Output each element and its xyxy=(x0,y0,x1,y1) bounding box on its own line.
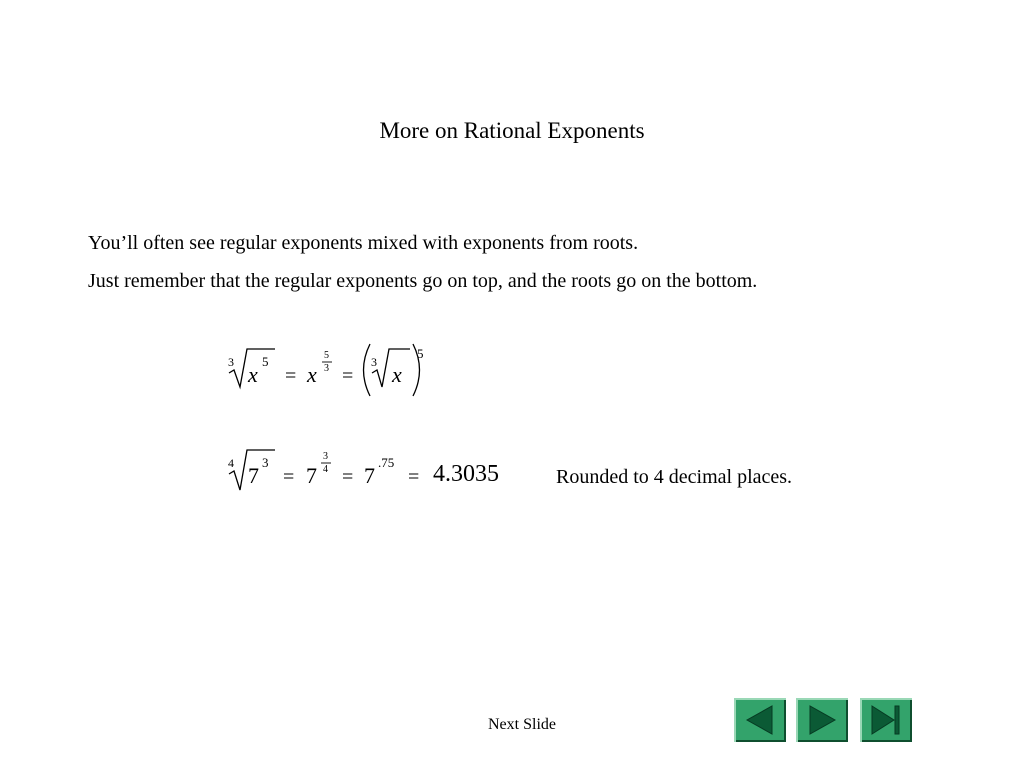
slide-title: More on Rational Exponents xyxy=(379,118,645,143)
power-1: 5 xyxy=(262,354,269,369)
triangle-left-icon xyxy=(734,698,786,742)
power-2: 3 xyxy=(262,455,269,470)
root-index-2: 3 xyxy=(371,355,377,369)
result-value: 4.3035 xyxy=(433,461,499,487)
bullet-text-1: You’ll often see regular exponents mixed with exponents from roots. xyxy=(88,232,639,254)
last-slide-button[interactable] xyxy=(860,698,912,742)
base-7-2: 7 xyxy=(306,463,317,488)
skip-to-end-icon xyxy=(860,698,912,742)
fraction-numerator-1: 5 xyxy=(324,350,329,361)
bullet-text-2: Just remember that the regular exponents go on top, and the roots go on the bottom. xyxy=(88,270,758,292)
triangle-right-icon xyxy=(796,698,848,742)
equals-2a: = xyxy=(283,466,295,488)
paren-power-1: 5 xyxy=(417,346,424,361)
root-index-1: 3 xyxy=(228,355,234,369)
base-x-3: x xyxy=(392,362,402,387)
base-x-2: x xyxy=(307,362,317,387)
root-index-3: 4 xyxy=(228,456,234,470)
equals-1a: = xyxy=(285,365,297,387)
fraction-denominator-2: 4 xyxy=(323,464,328,475)
equals-2b: = xyxy=(342,466,354,488)
next-slide-button[interactable] xyxy=(796,698,848,742)
rounding-note: Rounded to 4 decimal places. xyxy=(556,466,793,488)
previous-slide-button[interactable] xyxy=(734,698,786,742)
decimal-exponent: .75 xyxy=(378,455,395,470)
fraction-numerator-2: 3 xyxy=(323,451,328,462)
equals-2c: = xyxy=(408,466,420,488)
base-x-1: x xyxy=(248,362,258,387)
equals-1b: = xyxy=(342,365,354,387)
next-slide-link[interactable]: Next Slide xyxy=(488,716,556,733)
fraction-denominator-1: 3 xyxy=(324,363,329,374)
base-7-3: 7 xyxy=(364,463,375,488)
base-7-1: 7 xyxy=(248,463,259,488)
